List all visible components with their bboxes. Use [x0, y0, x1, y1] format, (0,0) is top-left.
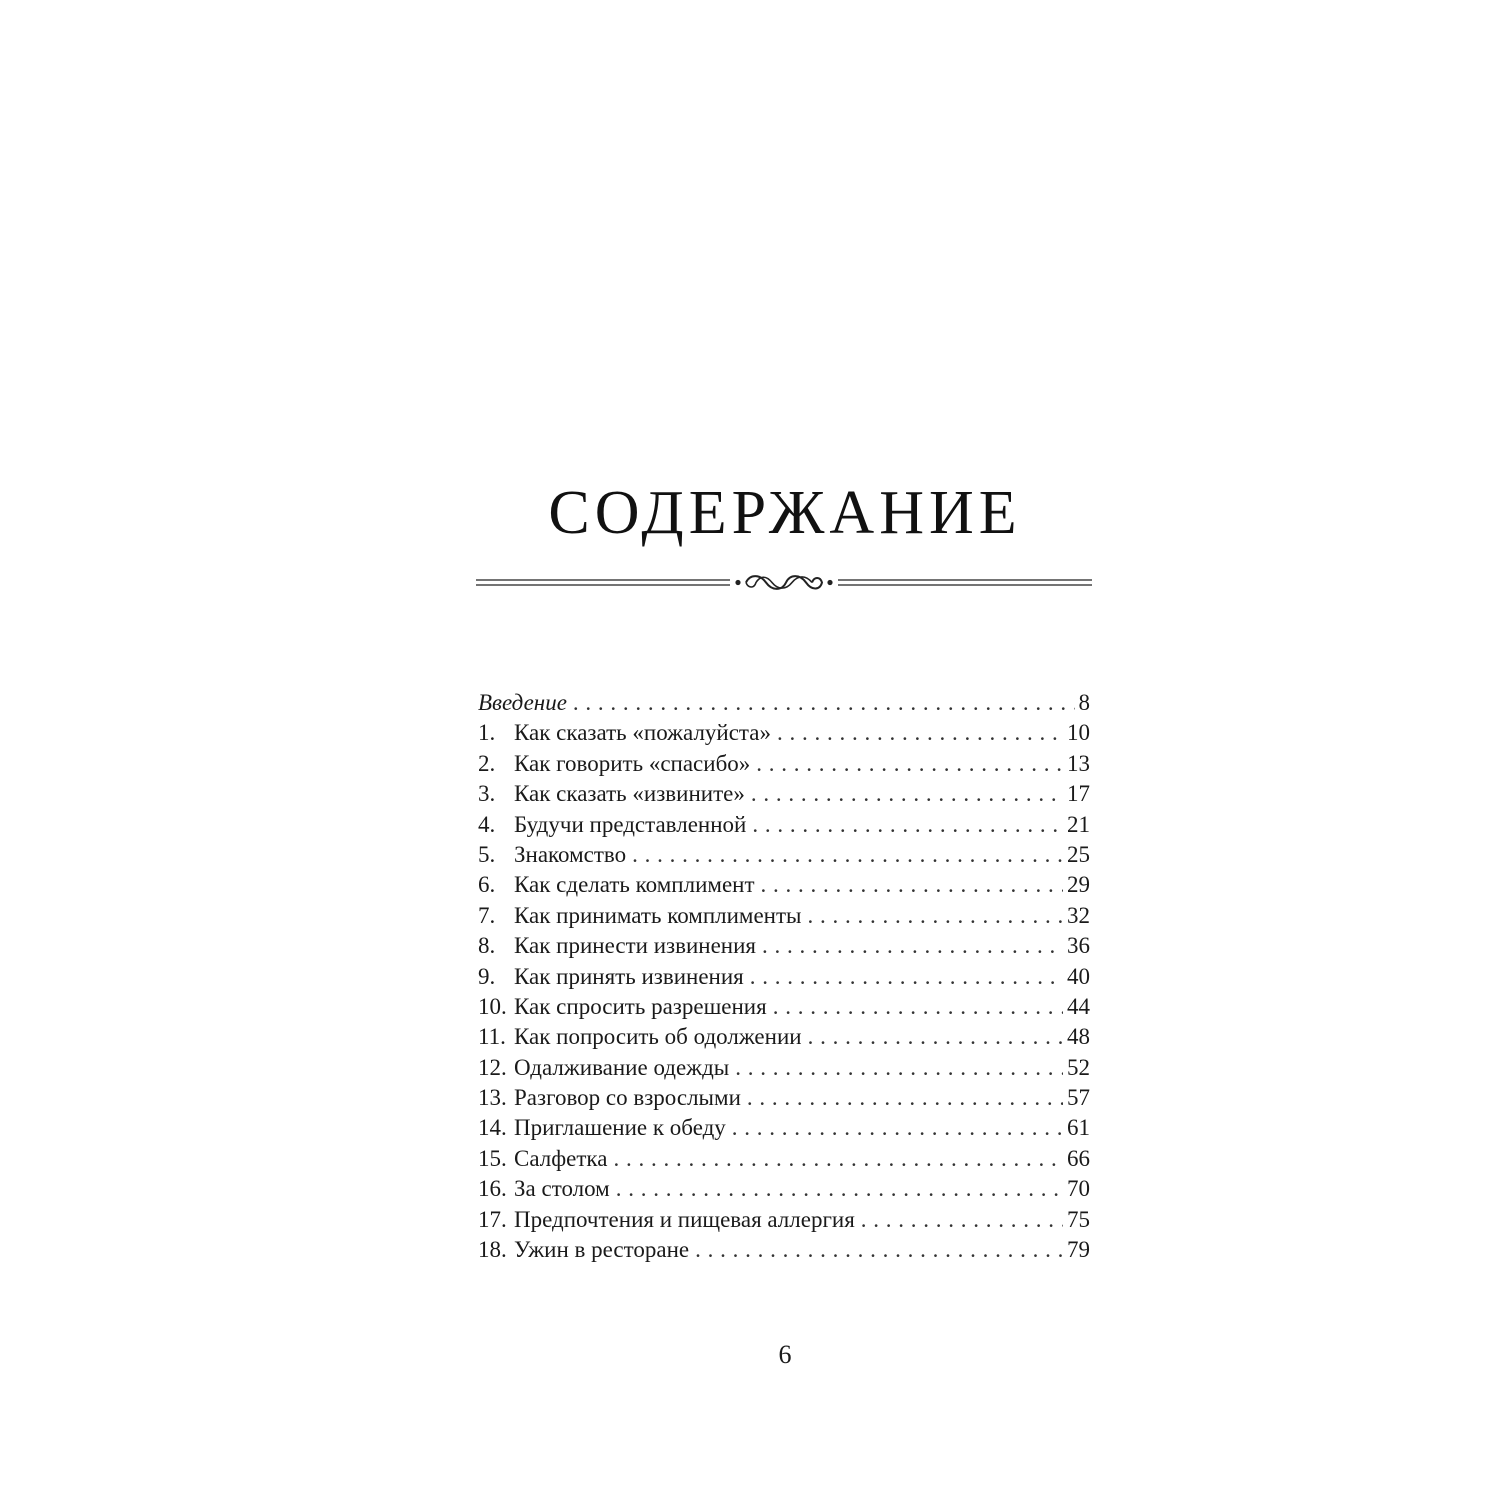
toc-label: Разговор со взрослыми — [514, 1085, 741, 1111]
toc-page-number: 8 — [1078, 690, 1090, 715]
toc-number: 4. — [478, 811, 496, 837]
toc-page-number: 79 — [1067, 1237, 1090, 1263]
toc-page-number: 66 — [1067, 1145, 1090, 1171]
toc-leader-dots — [573, 688, 1075, 718]
toc-page-number: 75 — [1067, 1206, 1090, 1232]
toc-entry-5[interactable] — [478, 840, 1090, 870]
toc-page-number: 57 — [1067, 1085, 1090, 1111]
toc-page-number: 44 — [1067, 993, 1090, 1019]
toc-page-number: 32 — [1067, 902, 1090, 928]
toc-entry-10[interactable] — [478, 992, 1090, 1022]
toc-entry-17[interactable] — [478, 1205, 1090, 1235]
toc-label: Салфетка — [514, 1145, 608, 1171]
toc-label: Как принимать комплименты — [514, 902, 802, 928]
toc-page-number: 40 — [1067, 963, 1090, 989]
toc-number: 10. — [478, 993, 507, 1019]
toc-label: Как говорить «спасибо» — [514, 750, 751, 776]
toc-entry-6[interactable] — [478, 870, 1090, 900]
toc-number: 18. — [478, 1237, 507, 1263]
toc-leader-dots — [751, 779, 1063, 809]
toc-entry-13[interactable] — [478, 1083, 1090, 1113]
toc-page-number: 29 — [1067, 872, 1090, 898]
toc-entry-14[interactable] — [478, 1113, 1090, 1143]
toc-label: Как сказать «извините» — [514, 781, 745, 807]
toc-entry-16[interactable] — [478, 1174, 1090, 1204]
toc-entry-3[interactable] — [478, 779, 1090, 809]
toc-entry-18[interactable] — [478, 1235, 1090, 1265]
toc-number: 9. — [478, 963, 496, 989]
toc-label: За столом — [514, 1176, 610, 1202]
table-of-contents — [478, 688, 1090, 1265]
toc-page-number: 17 — [1067, 781, 1090, 807]
toc-number: 14. — [478, 1115, 507, 1141]
toc-label: Как принять извинения — [514, 963, 744, 989]
toc-label: Знакомство — [514, 841, 627, 867]
toc-number: 3. — [478, 781, 496, 807]
toc-leader-dots — [773, 992, 1063, 1022]
toc-number: 8. — [478, 933, 496, 959]
toc-entry-7[interactable] — [478, 901, 1090, 931]
toc-label: Введение — [478, 690, 567, 715]
toc-page-number: 70 — [1067, 1176, 1090, 1202]
toc-label: Ужин в ресторане — [514, 1237, 690, 1263]
toc-entry-12[interactable] — [478, 1053, 1090, 1083]
toc-label: Одалживание одежды — [514, 1054, 730, 1080]
toc-entry-15[interactable] — [478, 1144, 1090, 1174]
toc-leader-dots — [777, 718, 1063, 748]
toc-number: 11. — [478, 1024, 506, 1050]
toc-entry-9[interactable] — [478, 962, 1090, 992]
toc-leader-dots — [747, 1083, 1063, 1113]
toc-entry-2[interactable] — [478, 749, 1090, 779]
flourish-divider-icon — [476, 568, 1092, 598]
toc-page-number: 48 — [1067, 1024, 1090, 1050]
toc-number: 15. — [478, 1145, 507, 1171]
toc-leader-dots — [613, 1144, 1063, 1174]
toc-leader-dots — [632, 840, 1063, 870]
toc-number: 17. — [478, 1206, 507, 1232]
toc-leader-dots — [761, 870, 1063, 900]
toc-page-number: 10 — [1067, 720, 1090, 746]
toc-label: Приглашение к обеду — [514, 1115, 726, 1141]
toc-leader-dots — [695, 1235, 1063, 1265]
toc-number: 5. — [478, 841, 496, 867]
toc-page-number: 36 — [1067, 933, 1090, 959]
toc-page-number: 13 — [1067, 750, 1090, 776]
toc-number: 12. — [478, 1054, 507, 1080]
toc-number: 1. — [478, 720, 496, 746]
toc-label: Как попросить об одолжении — [514, 1024, 802, 1050]
toc-label: Как спросить разрешения — [514, 993, 767, 1019]
toc-label: Как сделать комплимент — [514, 872, 755, 898]
toc-leader-dots — [808, 1022, 1063, 1052]
toc-leader-dots — [616, 1174, 1063, 1204]
page-number: 6 — [778, 1340, 792, 1369]
toc-entry-1[interactable] — [478, 718, 1090, 748]
toc-entry-11[interactable] — [478, 1022, 1090, 1052]
toc-page-number: 52 — [1067, 1054, 1090, 1080]
toc-label: Будучи представленной — [514, 811, 747, 837]
toc-label: Предпочтения и пищевая аллергия — [514, 1206, 855, 1232]
toc-entry-4[interactable] — [478, 810, 1090, 840]
page-title: СОДЕРЖАНИЕ — [548, 479, 1022, 547]
toc-number: 7. — [478, 902, 496, 928]
toc-label: Как сказать «пожалуйста» — [514, 720, 771, 746]
toc-leader-dots — [808, 901, 1064, 931]
toc-number: 2. — [478, 750, 496, 776]
toc-number: 16. — [478, 1176, 507, 1202]
toc-number: 6. — [478, 872, 496, 898]
toc-number: 13. — [478, 1085, 507, 1111]
toc-label: Как принести извинения — [514, 933, 756, 959]
toc-leader-dots — [750, 962, 1063, 992]
toc-leader-dots — [735, 1053, 1063, 1083]
toc-leader-dots — [756, 749, 1063, 779]
toc-entry-8[interactable] — [478, 931, 1090, 961]
toc-leader-dots — [732, 1113, 1063, 1143]
toc-entry-intro[interactable] — [478, 688, 1090, 718]
toc-leader-dots — [762, 931, 1063, 961]
toc-page-number: 21 — [1067, 811, 1090, 837]
toc-leader-dots — [861, 1205, 1063, 1235]
toc-page-number: 25 — [1067, 841, 1090, 867]
toc-page-number: 61 — [1067, 1115, 1090, 1141]
toc-leader-dots — [752, 810, 1063, 840]
